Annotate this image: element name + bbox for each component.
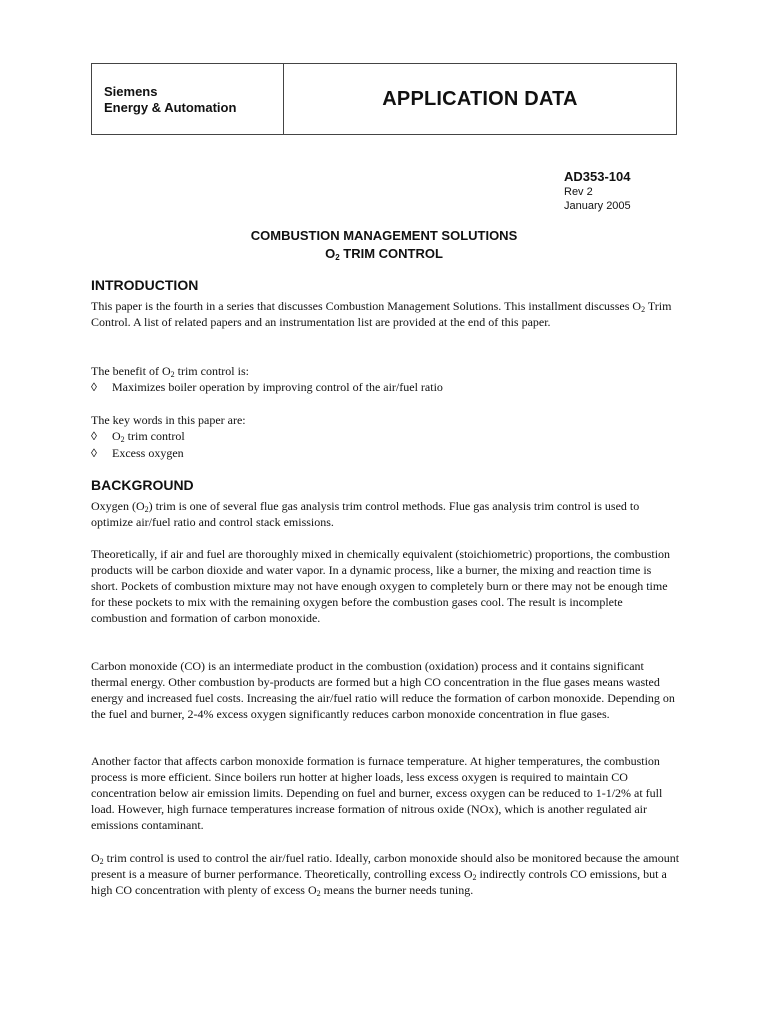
background-paragraph: Theoretically, if air and fuel are thoroughly mixed in chemically equivalent (stoichiometric) proportions, the combustion products will be carbon dioxide and water vapor. In a dynamic process, like a burner, the mixing and reaction time is short. Pockets of combustion mixture may not have enough oxygen to completely burn or there may not be enough time for these pockets to mix with the remaining oxygen before the combustion gases cool. The result is incomplete combustion and formation of carbon monoxide. [91,547,671,625]
introduction-heading: INTRODUCTION [91,277,199,293]
keyword-bullet: ◊ $O_2$ trim control [91,429,185,444]
background-paragraph: Oxygen $(O_2)$ trim is one of several flue gas analysis trim control methods. Flue gas analysis trim control is used to optimize air/fuel ratio and control stack emissions. [91,499,640,529]
document-date: January 2005 [564,200,631,212]
benefit-intro: The benefit of $O_2$ trim control is: [91,364,249,379]
intro-paragraph: This paper is the fourth in a series that discusses Combustion Management Solutions. This installment discusses $O_2$ Trim Control. A list of related papers and an instrumentation list are provided at the end of this paper. [91,299,672,329]
background-heading: BACKGROUND [91,477,194,493]
company-block [92,64,284,134]
document-header [91,63,677,135]
diamond-bullet-icon: ◊ [91,380,97,394]
company-division: Energy & Automation [104,100,237,115]
diamond-bullet-icon: ◊ [91,429,97,443]
company-name: Siemens [104,84,158,99]
benefit-bullet: ◊ Maximizes boiler operation by improving control of the air/fuel ratio [91,380,443,394]
document-info [564,169,631,213]
background-paragraph: Another factor that affects carbon monoxide formation is furnace temperature. At higher temperatures, the combustion process is more efficient. Since boilers run hotter at higher loads, less excess oxygen is required to maintain CO concentration below air emission limits. Depending on fuel and burner, excess oxygen can be reduced to 1-1/2% at full load. However, high furnace temperatures increase formation of nitrous oxide (NOx), which is another regulated air emissions contaminant. [91,754,663,832]
document-revision: Rev 2 [564,186,593,198]
keywords-intro: The key words in this paper are: [91,413,246,427]
doc-type-title: APPLICATION DATA [382,87,578,110]
keyword-bullet: ◊ Excess oxygen [91,446,184,460]
diamond-bullet-icon: ◊ [91,446,97,460]
background-paragraph: $O_2$ trim control is used to control the air/fuel ratio. Ideally, carbon monoxide should also be monitored because the amount present is a measure of burner performance. Theoretically, controlling excess $O_2$ indirectly controls CO emissions, but a high CO concentration with plenty of excess $O_2$ means the burner needs tuning. [91,851,680,898]
document-title: COMBUSTION MANAGEMENT SOLUTIONS [250,228,518,243]
background-paragraph: Carbon monoxide (CO) is an intermediate product in the combustion (oxidation) process and it contains significant thermal energy. Other combustion by-products are formed but a high CO concentration in the flue gases means wasted energy and increased fuel costs. Increasing the air/fuel ratio will reduce the formation of carbon monoxide. Depending on the fuel and burner, 2-4% excess oxygen significantly reduces carbon monoxide concentration in flue gases. [91,659,675,721]
document-subtitle: $O_2$ TRIM CONTROL [325,246,443,262]
document-number: AD353-104 [564,169,631,184]
